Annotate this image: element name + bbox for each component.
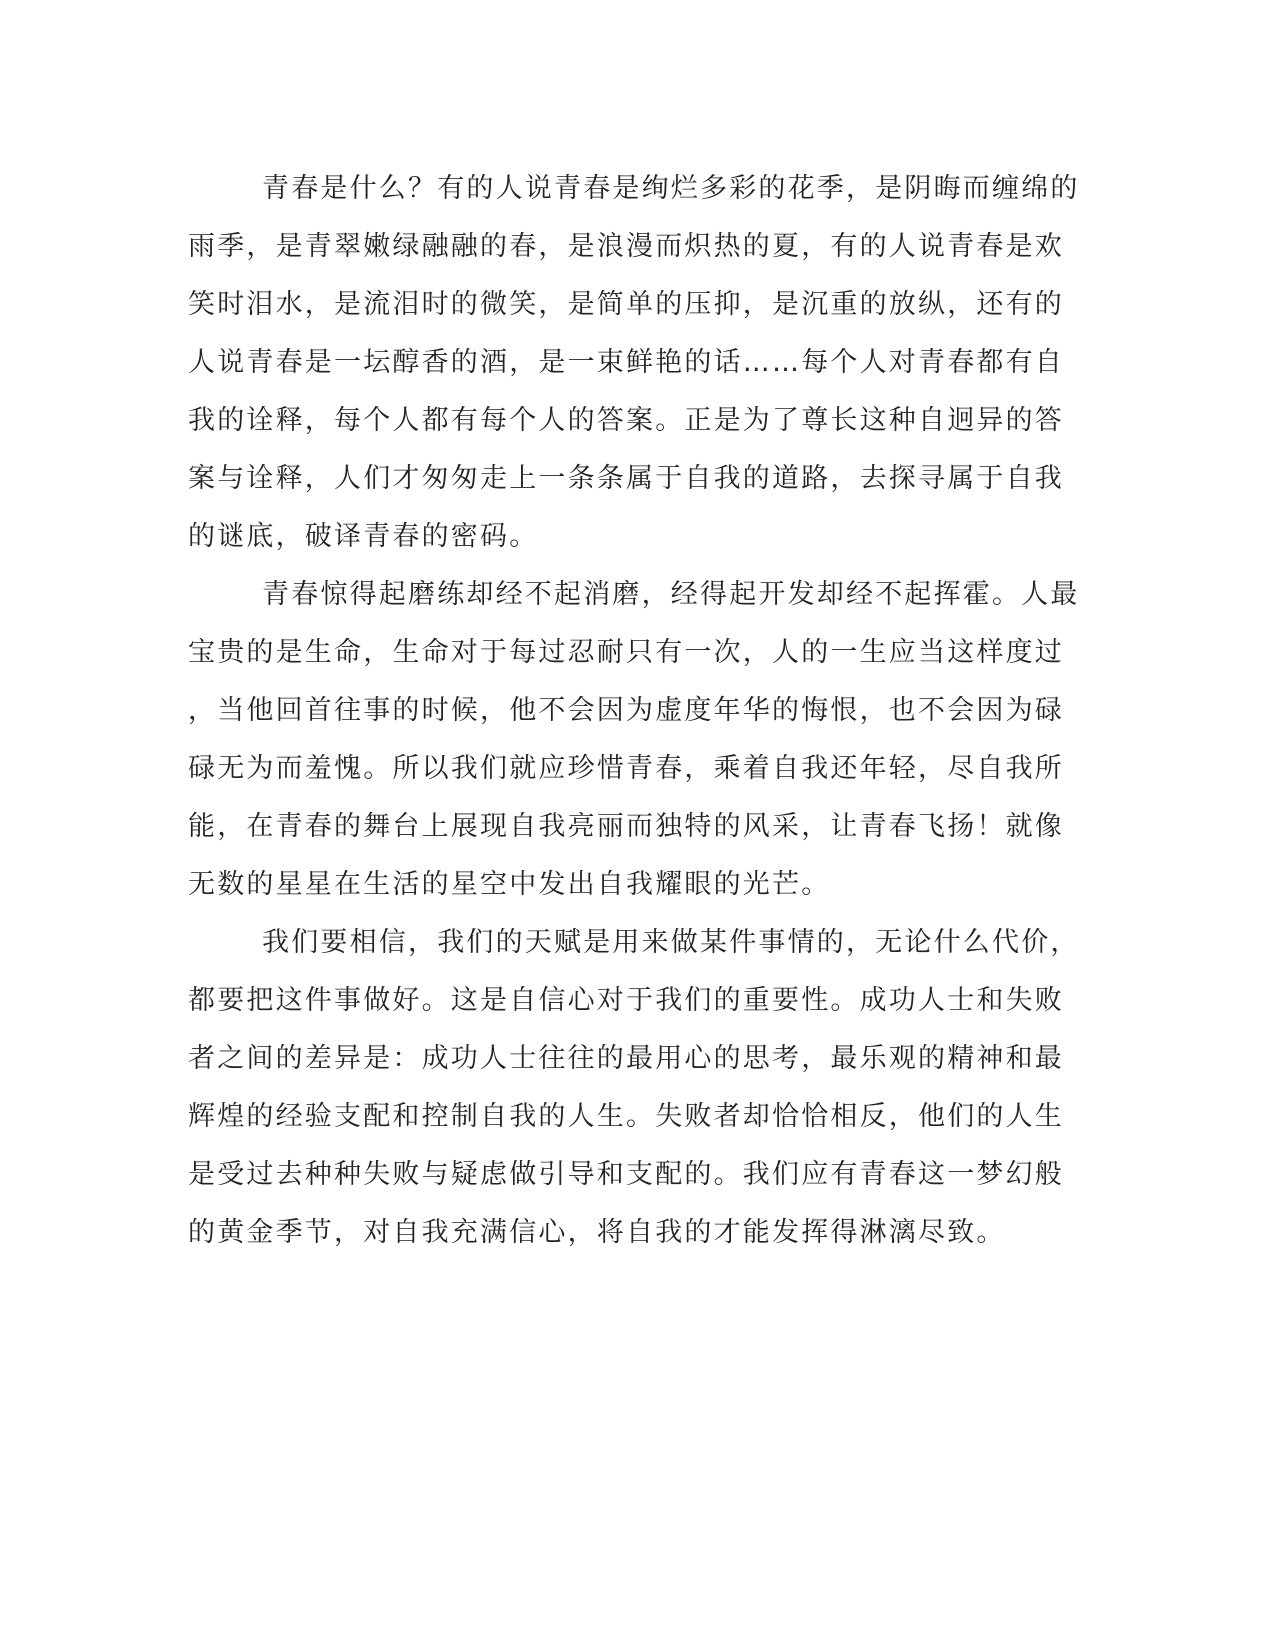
text-line: 的谜底，破译青春的密码。 [188,521,539,552]
text-line: 无数的星星在生活的星空中发出自我耀眼的光芒。 [188,869,831,900]
text-line: 能，在青春的舞台上展现自我亮丽而独特的风采，让青春飞扬！就像 [188,811,1064,842]
text-line: 辉煌的经验支配和控制自我的人生。失败者却恰恰相反，他们的人生 [188,1101,1064,1132]
text-line: 的黄金季节，对自我充满信心，将自我的才能发挥得淋漓尽致。 [188,1217,1006,1248]
document-body [188,160,1088,1262]
text-line: 碌无为而羞愧。所以我们就应珍惜青春，乘着自我还年轻，尽自我所 [188,753,1064,784]
text-line: 宝贵的是生命，生命对于每过忍耐只有一次，人的一生应当这样度过 [188,637,1064,668]
paragraph-1 [188,160,1088,566]
text-line: ，当他回首往事的时候，他不会因为虚度年华的悔恨，也不会因为碌 [188,695,1064,726]
text-line: 笑时泪水，是流泪时的微笑，是简单的压抑，是沉重的放纵，还有的 [188,289,1064,320]
text-line: 我们要相信，我们的天赋是用来做某件事情的，无论什么代价， [262,927,1080,958]
text-line: 都要把这件事做好。这是自信心对于我们的重要性。成功人士和失败 [188,985,1064,1016]
text-line: 者之间的差异是：成功人士往往的最用心的思考，最乐观的精神和最 [188,1043,1064,1074]
text-line: 案与诠释，人们才匆匆走上一条条属于自我的道路，去探寻属于自我 [188,463,1064,494]
text-line: 青春惊得起磨练却经不起消磨，经得起开发却经不起挥霍。人最 [262,579,1080,610]
paragraph-3 [188,914,1088,1262]
text-line: 雨季，是青翠嫩绿融融的春，是浪漫而炽热的夏，有的人说青春是欢 [188,231,1064,262]
text-line: 人说青春是一坛醇香的酒，是一束鲜艳的话……每个人对青春都有自 [188,347,1064,378]
paragraph-2 [188,566,1088,914]
text-line: 我的诠释，每个人都有每个人的答案。正是为了尊长这种自迥异的答 [188,405,1064,436]
text-line: 是受过去种种失败与疑虑做引导和支配的。我们应有青春这一梦幻般 [188,1159,1064,1190]
text-line: 青春是什么？有的人说青春是绚烂多彩的花季，是阴晦而缠绵的 [262,173,1080,204]
